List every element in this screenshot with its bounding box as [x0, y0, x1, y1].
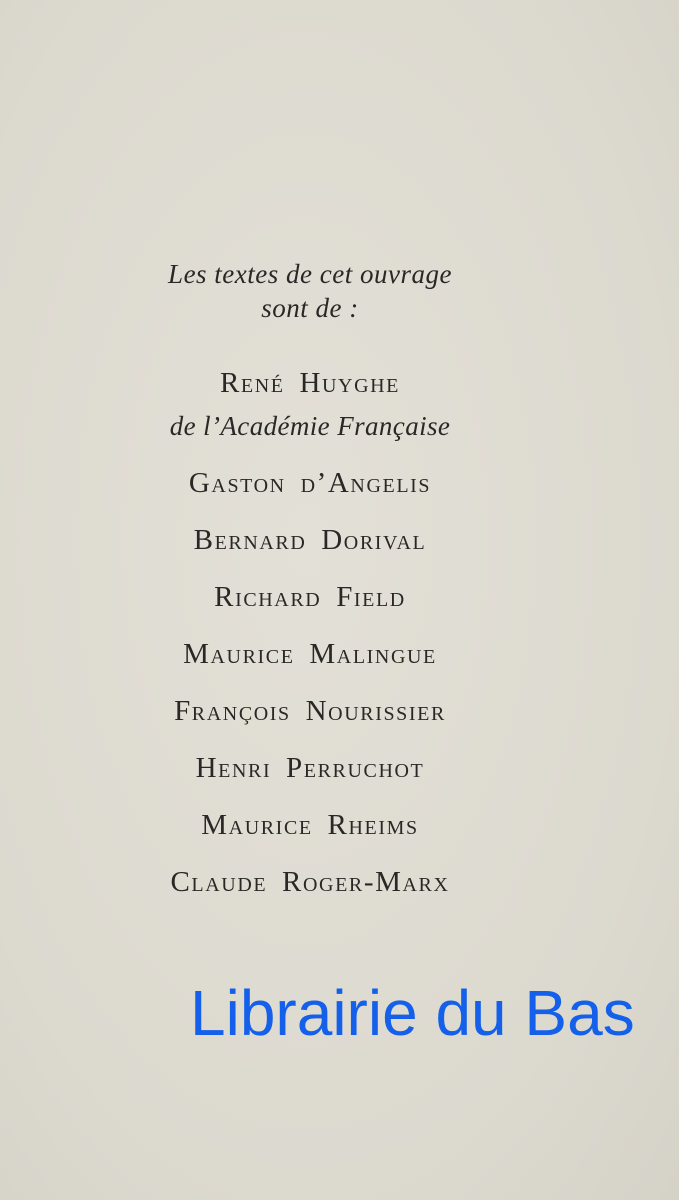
author-henri-perruchot: Henri Perruchot: [195, 752, 425, 784]
author-bernard-dorival: Bernard Dorival: [193, 524, 427, 556]
intro-line-2: sont de :: [261, 293, 359, 323]
author-richard-field: Richard Field: [214, 581, 406, 613]
watermark-text: Librairie du Bas: [190, 977, 635, 1049]
author-gaston-dangelis: Gaston d’Angelis: [188, 467, 432, 499]
author-claude-roger-marx: Claude Roger-Marx: [170, 866, 450, 898]
author-maurice-malingue: Maurice Malingue: [183, 638, 437, 670]
author-maurice-rheims: Maurice Rheims: [201, 809, 419, 841]
intro-line-1: Les textes de cet ouvrage: [168, 259, 452, 289]
author-affiliation: de l’Académie Française: [169, 411, 451, 441]
author-rene-huyghe: René Huyghe: [219, 367, 400, 399]
author-francois-nourissier: François Nourissier: [174, 695, 446, 727]
